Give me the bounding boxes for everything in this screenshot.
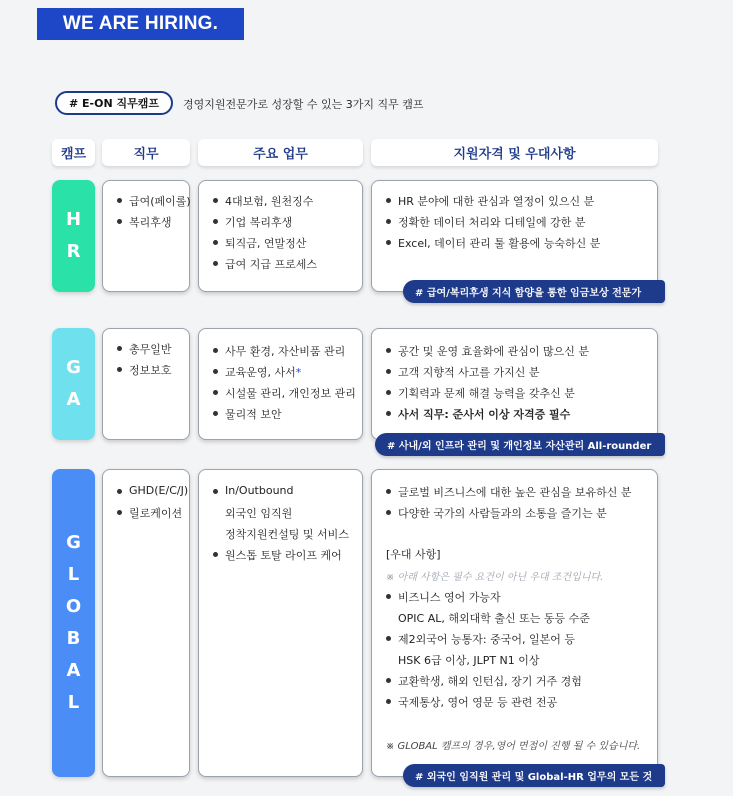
hr-jobs xyxy=(102,180,190,292)
list-item: 총무일반 xyxy=(117,341,172,357)
hr-tagline: # 급여/복리후생 지식 함양을 통한 임금보상 전문가 xyxy=(403,280,665,303)
camp-letter: G xyxy=(66,357,81,378)
hr-qualifications xyxy=(371,180,658,292)
header-job: 직무 xyxy=(102,139,190,166)
global-jobs xyxy=(102,469,190,777)
list-item: 정보보호 xyxy=(117,362,172,378)
list-item: 급여 지급 프로세스 xyxy=(213,256,317,272)
camp-description: 경영지원전문가로 성장할 수 있는 3가지 직무 캠프 xyxy=(183,98,424,111)
list-item: 복리후생 xyxy=(117,214,172,230)
list-item: 다양한 국가의 사람들과의 소통을 즐기는 분 xyxy=(386,505,607,521)
ga-tasks xyxy=(198,328,363,440)
list-item: 공간 및 운영 효율화에 관심이 많으신 분 xyxy=(386,343,589,359)
header-qualifications: 지원자격 및 우대사항 xyxy=(371,139,658,166)
preference-subline: HSK 6급 이상, JLPT N1 이상 xyxy=(398,654,540,667)
list-item: 급여(페이롤) xyxy=(117,193,191,209)
header-camp: 캠프 xyxy=(52,139,95,166)
camp-letter: B xyxy=(66,628,81,649)
global-tasks xyxy=(198,469,363,777)
list-item: 시설물 관리, 개인정보 관리 xyxy=(213,385,356,401)
list-item: HR 분야에 대한 관심과 열정이 있으신 분 xyxy=(386,193,594,209)
task-text: 교육운영, 사서 xyxy=(225,366,296,379)
list-item: 국제통상, 영어 영문 등 관련 전공 xyxy=(386,694,557,710)
list-item: 기업 복리후생 xyxy=(213,214,292,230)
ga-qualifications xyxy=(371,328,658,440)
list-item: 사무 환경, 자산비품 관리 xyxy=(213,343,345,359)
list-item: 4대보험, 원천징수 xyxy=(213,193,313,209)
preference-title: [우대 사항] xyxy=(386,548,441,561)
ga-jobs xyxy=(102,328,190,440)
camp-ga xyxy=(52,328,95,440)
list-item: 퇴직금, 연말정산 xyxy=(213,235,306,251)
hiring-banner: WE ARE HIRING. xyxy=(37,8,244,40)
global-footnote: ※ GLOBAL 캠프의 경우,영어 면접이 진행 될 수 있습니다. xyxy=(386,741,641,752)
list-item: 물리적 보안 xyxy=(213,406,282,422)
list-item xyxy=(213,364,301,380)
preference-note: ※ 아래 사항은 필수 요건이 아닌 우대 조건입니다. xyxy=(386,572,604,583)
ga-tagline: # 사내/외 인프라 관리 및 개인정보 자산관리 All-rounder xyxy=(375,433,665,456)
hr-tasks xyxy=(198,180,363,292)
camp-letter: A xyxy=(66,660,81,681)
list-item: 글로벌 비즈니스에 대한 높은 관심을 보유하신 분 xyxy=(386,484,632,500)
list-item: 비즈니스 영어 가능자 xyxy=(386,589,501,605)
task-subline: 외국인 임직원 xyxy=(225,507,293,520)
list-item: 릴로케이션 xyxy=(117,505,182,521)
list-item: 원스톱 토탈 라이프 케어 xyxy=(213,547,342,563)
header-tasks: 주요 업무 xyxy=(198,139,363,166)
camp-letter: H xyxy=(65,209,82,230)
camp-letter: O xyxy=(65,596,82,617)
list-item: 제2외국어 능통자: 중국어, 일본어 등 xyxy=(386,631,575,647)
camp-letter: L xyxy=(67,564,80,585)
task-subline: 정착지원컨설팅 및 서비스 xyxy=(225,528,349,541)
list-item-required: 사서 직무: 준사서 이상 자격증 필수 xyxy=(386,406,570,422)
camp-global xyxy=(52,469,95,777)
camp-hr xyxy=(52,180,95,292)
camp-tag: # E-ON 직무캠프 xyxy=(55,91,173,115)
list-item: In/Outbound xyxy=(213,484,294,497)
list-item: GHD(E/C/J) xyxy=(117,484,188,497)
list-item: 정확한 데이터 처리와 디테일에 강한 분 xyxy=(386,214,586,230)
camp-letter: G xyxy=(66,532,81,553)
asterisk-mark: * xyxy=(295,366,302,379)
preference-subline: OPIC AL, 해외대학 출신 또는 동등 수준 xyxy=(398,612,590,625)
list-item: Excel, 데이터 관리 툴 활용에 능숙하신 분 xyxy=(386,235,600,251)
camp-letter: A xyxy=(66,389,81,410)
global-qualifications xyxy=(371,469,658,777)
camp-letter: R xyxy=(66,241,81,262)
list-item: 기획력과 문제 해결 능력을 갖추신 분 xyxy=(386,385,575,401)
list-item: 고객 지향적 사고를 가지신 분 xyxy=(386,364,540,380)
list-item: 교환학생, 해외 인턴십, 장기 거주 경험 xyxy=(386,673,582,689)
global-tagline: # 외국인 임직원 관리 및 Global-HR 업무의 모든 것 xyxy=(403,764,665,787)
camp-letter: L xyxy=(67,692,80,713)
